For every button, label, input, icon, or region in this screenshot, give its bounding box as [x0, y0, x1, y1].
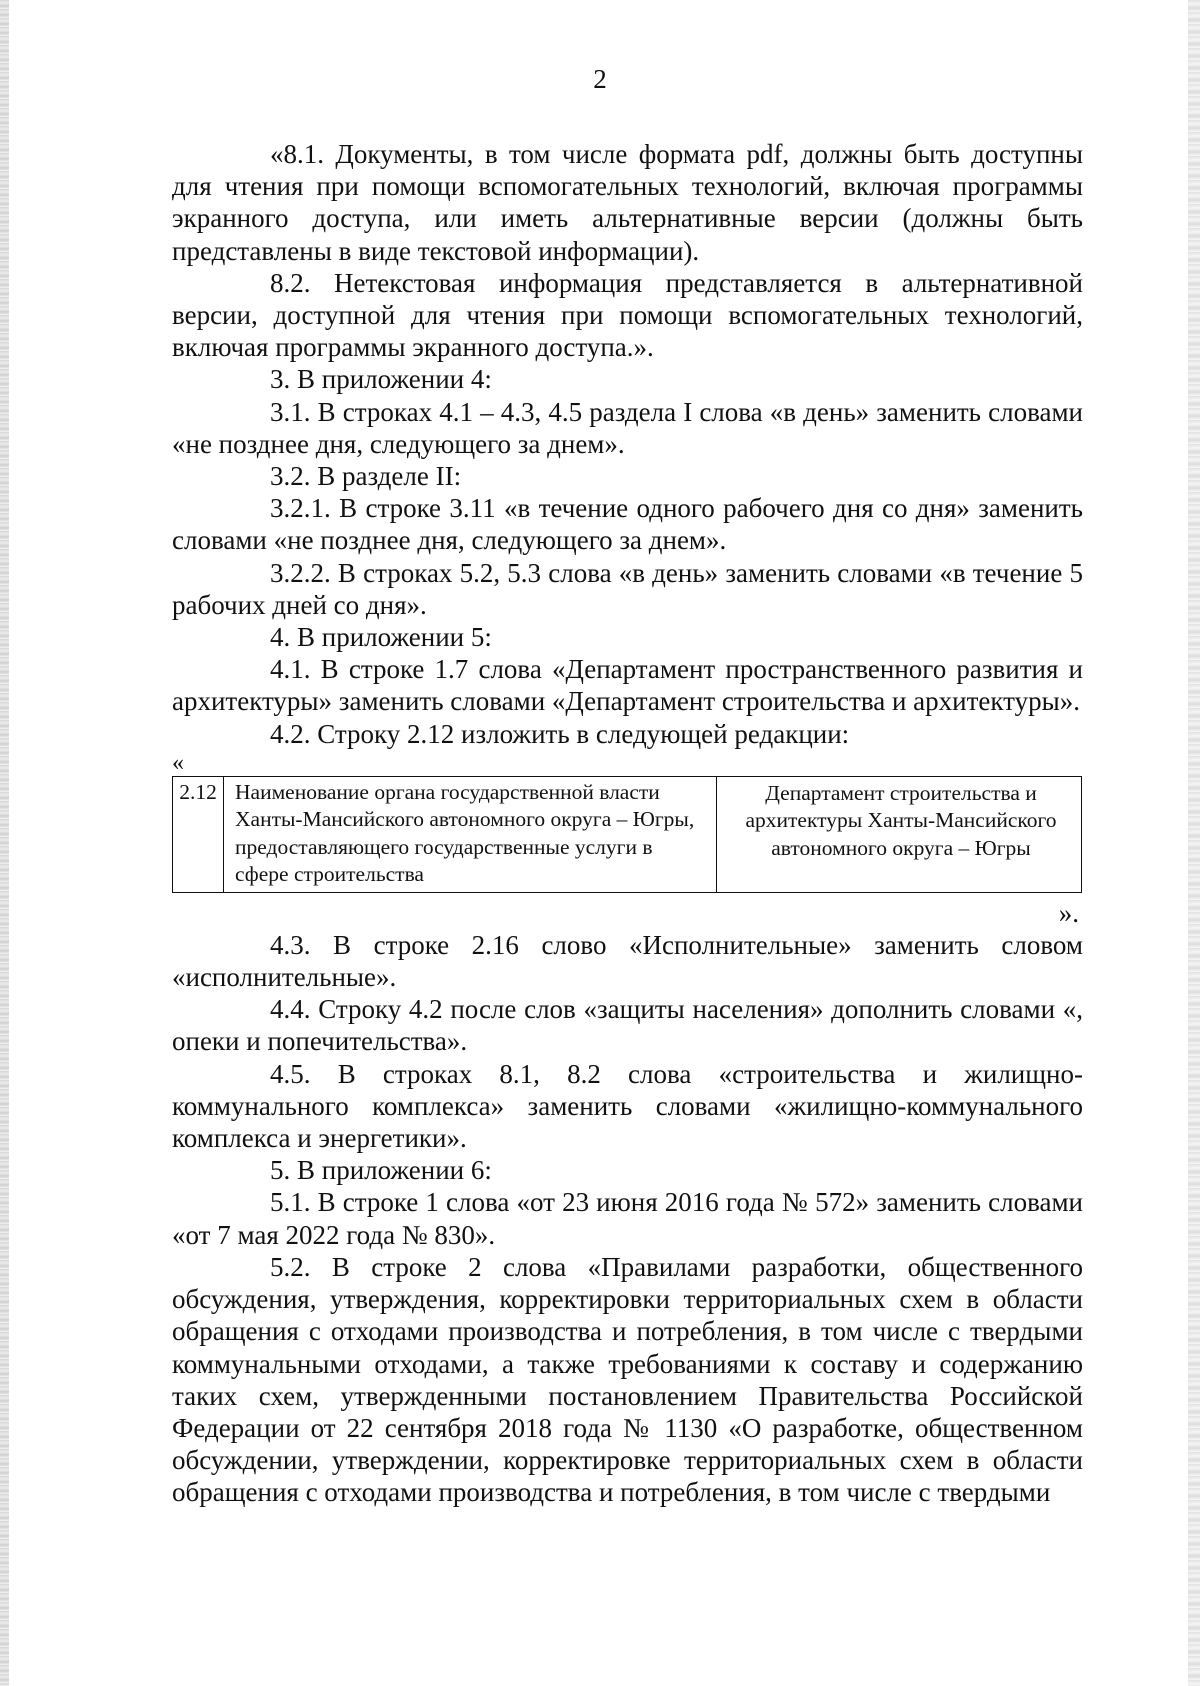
table-cell-value: Департамент строительства и архитектуры Ханты-Мансийского автономного округа – Югры — [717, 776, 1082, 892]
paragraph-3: 3. В приложении 4: — [270, 364, 492, 395]
paragraph-4-5: 4.5. В строках 8.1, 8.2 слова «строительства и жилищно-коммунального комплекса» заменить словами «жилищно-коммунального комплекса и энергетики». — [172, 1058, 1083, 1154]
paragraph-4-3: 4.3. В строке 2.16 слово «Исполнительные» заменить словом «исполнительные». — [172, 929, 1083, 993]
paragraph-4: 4. В приложении 5: — [270, 622, 492, 653]
scan-edge-right — [1188, 0, 1200, 1686]
document-body — [172, 138, 1083, 1509]
page-number: 2 — [593, 64, 607, 94]
paragraph-5-1: 5.1. В строке 1 слова «от 23 июня 2016 года № 572» заменить словами «от 7 мая 2022 года № 830». — [172, 1187, 1083, 1250]
table-row — [173, 776, 1082, 892]
paragraph-5-2: 5.2. В строке 2 слова «Правилами разработки, общественного обсуждения, утверждения, корректировки территориальных схем в области обращения с отходами производства и потребления, в том числе с твердыми коммунальными отходами, а также требованиями к составу и содержанию таких схем, утвержденными постановлением Правительства Российской Федерации от 22 сентября 2018 года № 1130 «О разработке, общественном обсуждении, утверждении, корректировке территориальных схем в области обращения с отходами производства и потребления, в том числе с твердыми — [172, 1251, 1083, 1508]
quote-open: « — [172, 749, 184, 776]
table-cell-description: Наименование органа государственной власти Ханты-Мансийского автономного округа – Югры, предоставляющего государственные услуги в сфере строительства — [224, 776, 717, 892]
paragraph-3-1: 3.1. В строках 4.1 – 4.3, 4.5 раздела I слова «в день» заменить словами «не позднее дня, следующего за днем». — [172, 396, 1083, 459]
quote-close: ». — [1058, 897, 1079, 928]
paragraph-4-4: 4.4. Строку 4.2 после слов «защиты населения» дополнить словами «, опеки и попечительства». — [172, 994, 1083, 1057]
paragraph-4-1: 4.1. В строке 1.7 слова «Департамент пространственного развития и архитектуры» заменить словами «Департамент строительства и архитектуры». — [172, 654, 1083, 717]
scan-edge-left — [0, 0, 9, 1686]
paragraph-3-2-2: 3.2.2. В строках 5.2, 5.3 слова «в день» заменить словами «в течение 5 рабочих дней со дня». — [172, 557, 1083, 620]
paragraph-4-2: 4.2. Строку 2.12 изложить в следующей редакции: — [270, 718, 850, 749]
paragraph-3-2-1: 3.2.1. В строке 3.11 «в течение одного рабочего дня со дня» заменить словами «не позднее дня, следующего за днем». — [172, 493, 1083, 556]
paragraph-5: 5. В приложении 6: — [270, 1155, 492, 1186]
paragraph-8-1: «8.1. Документы, в том числе формата pdf, должны быть доступны для чтения при помощи вспомогательных технологий, включая программы экранного доступа, или иметь альтернативные версии (должны быть представлены в виде текстовой информации). — [172, 139, 1083, 266]
table-cell-row-number: 2.12 — [173, 776, 224, 892]
paragraph-3-2: 3.2. В разделе II: — [270, 461, 462, 492]
paragraph-8-2: 8.2. Нетекстовая информация представляется в альтернативной версии, доступной для чтения при помощи вспомогательных технологий, включая программы экранного доступа.». — [172, 267, 1083, 363]
amendment-table — [172, 776, 1082, 893]
